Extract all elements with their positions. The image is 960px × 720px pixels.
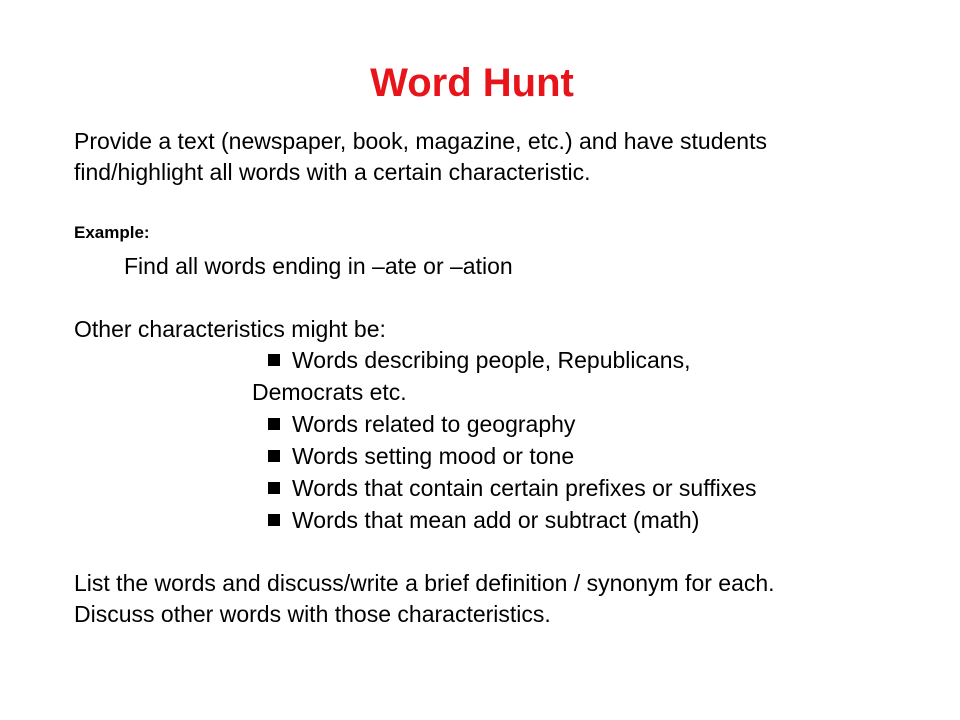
characteristics-list xyxy=(252,344,892,536)
list-item xyxy=(252,472,892,504)
list-item-text: Words describing people, Republicans, xyxy=(292,347,691,373)
closing-line: List the words and discuss/write a brief definition / synonym for each. xyxy=(74,570,775,596)
list-item-text: Words setting mood or tone xyxy=(292,443,575,469)
list-item-text: Words that mean add or subtract (math) xyxy=(292,507,700,533)
list-item xyxy=(252,504,892,536)
other-characteristics-heading: Other characteristics might be: xyxy=(74,316,386,342)
list-item xyxy=(252,344,892,376)
list-item xyxy=(252,440,892,472)
square-bullet-icon xyxy=(268,354,280,366)
square-bullet-icon xyxy=(268,514,280,526)
intro-paragraph xyxy=(74,126,934,188)
example-label: Example: xyxy=(74,223,150,242)
intro-line: Provide a text (newspaper, book, magazine, etc.) and have students xyxy=(74,128,767,154)
intro-line: find/highlight all words with a certain characteristic. xyxy=(74,159,591,185)
square-bullet-icon xyxy=(268,418,280,430)
closing-paragraph xyxy=(74,568,934,630)
list-item-text: Democrats etc. xyxy=(252,379,407,405)
closing-line: Discuss other words with those characteristics. xyxy=(74,601,551,627)
list-item xyxy=(252,408,892,440)
square-bullet-icon xyxy=(268,482,280,494)
list-item-continuation xyxy=(252,376,892,408)
list-item-text: Words that contain certain prefixes or suffixes xyxy=(292,475,757,501)
slide-title: Word Hunt xyxy=(370,61,574,105)
list-item-text: Words related to geography xyxy=(292,411,576,437)
example-text: Find all words ending in –ate or –ation xyxy=(124,253,513,279)
square-bullet-icon xyxy=(268,450,280,462)
